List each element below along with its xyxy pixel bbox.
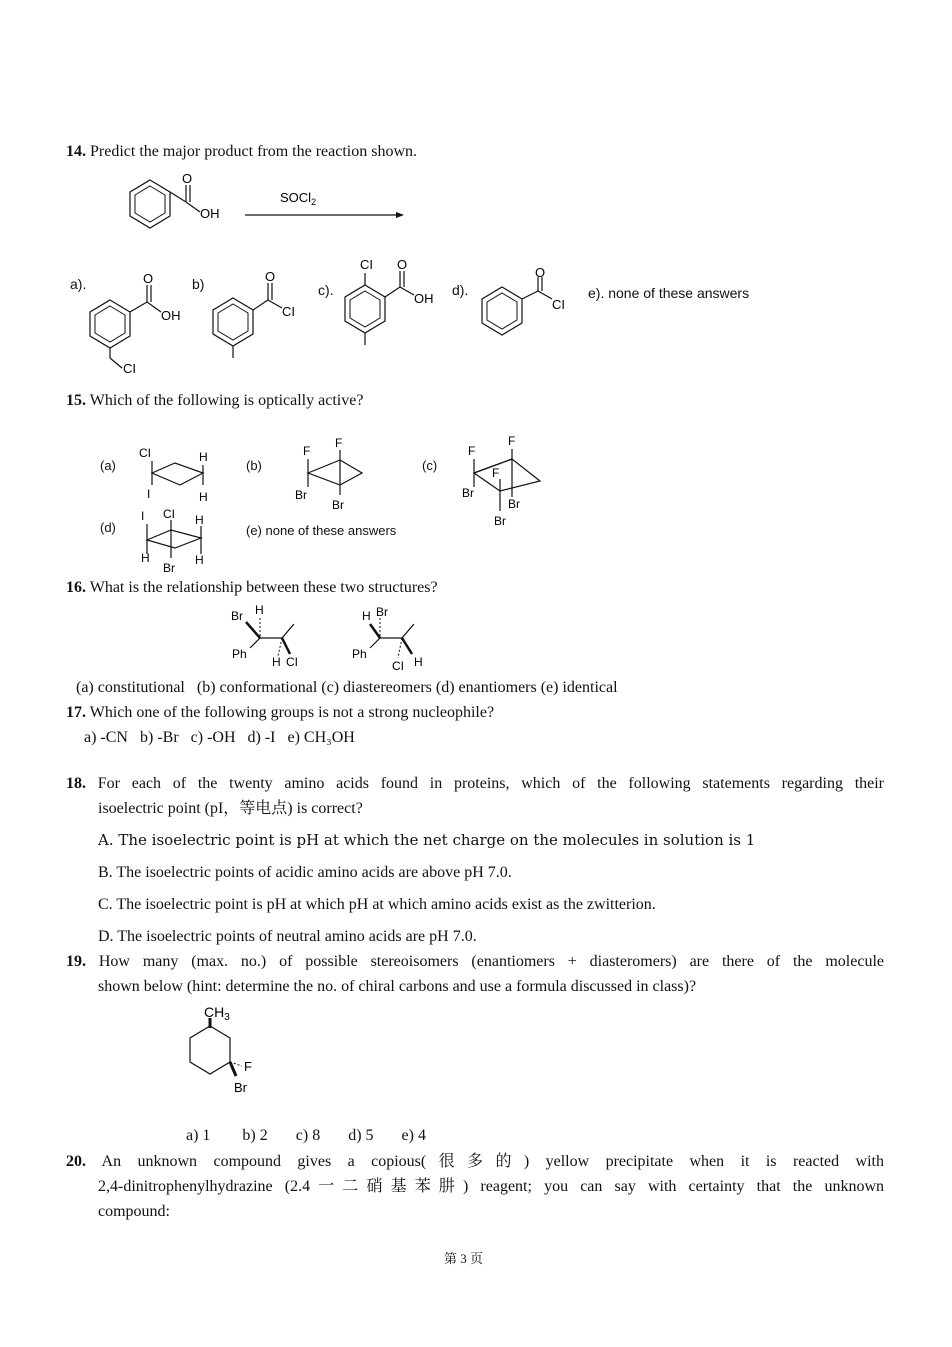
question-19-line2: shown below (hint: determine the no. of chiral carbons and use a formula discussed in class)? [98,978,697,995]
statement-b: B. The isoelectric points of acidic amino acids are above pH 7.0. [98,864,512,881]
option-b-label: (b) [246,458,262,473]
svg-text:I: I [147,487,151,501]
option-e-label: (e) none of these answers [246,523,397,538]
structure-14b [208,268,308,368]
svg-text:F: F [492,466,500,480]
svg-text:H: H [195,513,204,527]
structure-19 [180,1000,280,1100]
statement-c: C. The isoelectric point is pH at which pH at which amino acids exist as the zwitterion. [98,896,656,913]
svg-text:CI: CI [123,361,136,376]
question-20-line2: 2,4-dinitrophenylhydrazine (2.4一二硝基苯肼) reagent; you can say with certainty that the unknown [98,1178,884,1195]
structure-14c [340,253,450,353]
option-b-label: b) [192,276,205,292]
page-number: 第 3 页 [444,1251,484,1266]
svg-text:CI: CI [139,446,151,460]
svg-text:O: O [143,271,154,286]
option-e-label: e). none of these answers [588,285,750,301]
svg-text:F: F [303,444,311,458]
svg-text:O: O [535,265,546,280]
svg-text:CI: CI [286,655,298,669]
option-d-label: (d) [100,520,116,535]
reagent-label: SOCl$_2$ [280,190,317,207]
question-text: Predict the major product from the reaction shown. [90,143,418,160]
svg-text:F: F [244,1059,252,1074]
option-a-label: (a) [100,458,116,473]
svg-text:Br: Br [234,1080,247,1095]
svg-text:O: O [397,257,408,272]
structure-15d [135,504,225,580]
svg-text:CI: CI [163,507,175,521]
question-16: 16. What is the relationship between these two structures? [66,579,438,596]
svg-text:Br: Br [231,609,243,623]
structure-15c [460,433,550,528]
svg-text:H: H [362,609,371,623]
svg-text:CI: CI [392,659,404,673]
question-18-line2: isoelectric point (pI，等电点) is correct? [98,800,363,817]
question-number: 14. [66,143,86,160]
structure-15a [135,443,225,508]
svg-text:Br: Br [295,488,307,502]
svg-text:Br: Br [508,497,520,511]
question-20: 20. An unknown compound gives a copious(很多的) yellow precipitate when it is reacted with [66,1153,884,1170]
svg-text:F: F [508,434,516,448]
svg-text:H: H [272,655,281,669]
statement-a: A. The isoelectric point is pH at which the net charge on the molecules in solution is 1 [98,831,756,849]
question-18: 18. For each of the twenty amino acids found in proteins, which of the following statements regarding their [66,775,885,792]
question-17: 17. Which one of the following groups is not a strong nucleophile? [66,704,495,721]
question-15: 15. Which of the following is optically active? [66,392,364,409]
svg-text:O: O [182,171,193,186]
svg-text:H: H [199,450,208,464]
option-c-label: c). [318,282,334,298]
question-19-answers: a) 1 b) 2 c) 8 d) 5 e) 4 [186,1127,426,1144]
svg-text:Br: Br [462,486,474,500]
structure-14d [480,265,580,345]
reaction-scheme-14 [120,170,420,250]
question-20-line3: compound: [98,1203,170,1220]
option-a-label: a). [70,276,87,292]
ch3-label: $CH_3$ [204,1004,230,1023]
svg-text:Br: Br [494,514,506,528]
structure-15b [290,435,380,513]
svg-text:OH: OH [414,291,434,306]
svg-text:CI: CI [552,297,565,312]
svg-text:I: I [141,509,145,523]
statement-d: D. The isoelectric points of neutral amino acids are pH 7.0. [98,928,477,945]
structure-14a [85,270,195,380]
svg-text:OH: OH [200,206,220,221]
svg-text:H: H [141,551,150,565]
svg-text:Br: Br [376,605,388,619]
svg-text:F: F [335,436,343,450]
option-d-label: d). [452,282,469,298]
structure-16-right [350,600,440,672]
svg-text:Ph: Ph [232,647,247,661]
svg-text:Br: Br [163,561,175,575]
question-16-answers: (a) constitutional (b) conformational (c) diastereomers (d) enantiomers (e) identical [76,679,618,696]
structure-16-left [228,600,318,672]
question-14 [66,142,417,161]
svg-text:F: F [468,444,476,458]
svg-text:O: O [265,269,276,284]
svg-text:H: H [255,603,264,617]
svg-text:OH: OH [161,308,181,323]
option-c-label: (c) [422,458,438,473]
svg-text:H: H [414,655,423,669]
svg-text:Br: Br [332,498,344,512]
svg-text:Ph: Ph [352,647,367,661]
question-17-answers: a) -CN b) -Br c) -OH d) -I e) CH₃OH [84,729,355,746]
svg-text:H: H [199,490,208,504]
svg-text:CI: CI [360,257,373,272]
svg-text:H: H [195,553,204,567]
question-19: 19. How many (max. no.) of possible stereoisomers (enantiomers + diasteromers) are there of the molecule [66,953,885,970]
svg-text:CI: CI [282,304,295,319]
